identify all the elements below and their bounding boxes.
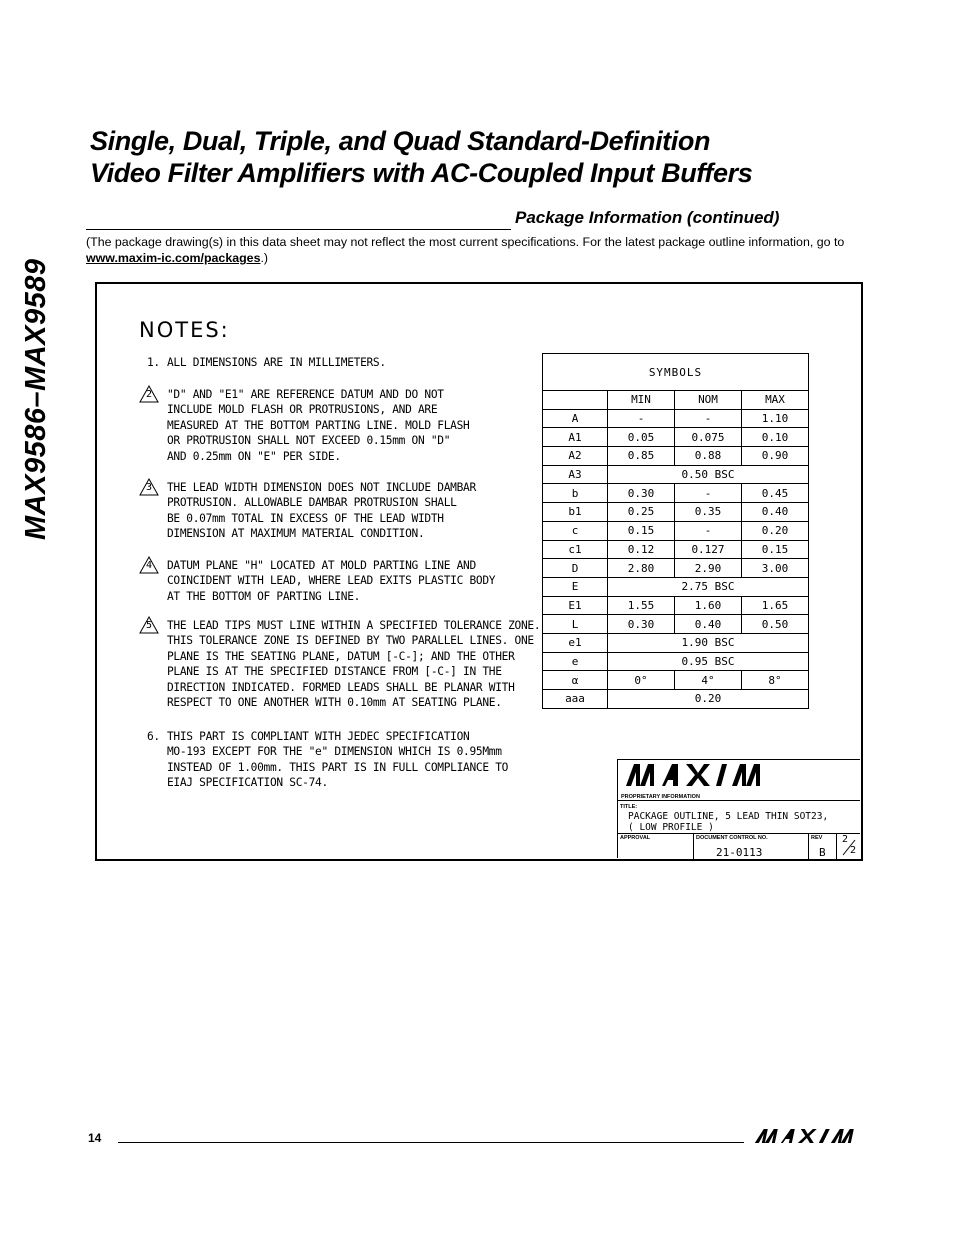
note-line: THIS PART IS COMPLIANT WITH JEDEC SPECIFICATION [167, 730, 470, 743]
rev-label: REV [811, 835, 823, 841]
note-line: PLANE IS THE SEATING PLANE, DATUM [-C-]; AND THE OTHER [167, 649, 515, 663]
note-line: RESPECT TO ONE ANOTHER WITH 0.10mm AT SEATING PLANE. [167, 696, 502, 710]
table-cell: 0.30 [608, 615, 675, 634]
table-row [543, 652, 809, 671]
column-header: MAX [742, 391, 809, 410]
table-cell: 3.00 [742, 559, 809, 578]
intro-text-end: .) [260, 251, 269, 265]
note-6 [147, 729, 509, 791]
table-cell: 0° [608, 671, 675, 690]
table-header: SYMBOLS [543, 354, 809, 391]
note-2 [146, 387, 470, 464]
table-row [543, 559, 809, 578]
table-cell: 1.60 [675, 596, 742, 615]
table-cell: 0.40 [742, 503, 809, 522]
table-cell: 1.10 [742, 409, 809, 428]
table-cell: 0.05 [608, 428, 675, 447]
table-cell: 0.90 [742, 447, 809, 466]
approval-label: APPROVAL [620, 835, 651, 841]
package-title-line: PACKAGE OUTLINE, 5 LEAD THIN SOT23, [628, 811, 829, 822]
table-row [543, 447, 809, 466]
sheet-number: 2 [842, 834, 849, 845]
note-line: DIRECTION INDICATED. FORMED LEADS SHALL BE PLANAR WITH [167, 680, 515, 694]
maxim-logo-icon [754, 1128, 864, 1144]
table-cell: 2.90 [675, 559, 742, 578]
table-cell: 0.50 BSC [608, 465, 809, 484]
table-cell: 0.35 [675, 503, 742, 522]
proprietary-label: PROPRIETARY INFORMATION [621, 794, 700, 800]
table-cell: 0.075 [675, 428, 742, 447]
table-cell: 0.50 [742, 615, 809, 634]
maxim-logo-icon [618, 760, 860, 792]
table-cell: A [543, 409, 608, 428]
table-cell: e1 [543, 633, 608, 652]
table-cell: 0.45 [742, 484, 809, 503]
note-line: AND 0.25mm ON "E" PER SIDE. [167, 449, 341, 463]
triangle-flag-icon [139, 616, 159, 634]
table-row [543, 633, 809, 652]
table-cell: 8° [742, 671, 809, 690]
note-line: THIS TOLERANCE ZONE IS DEFINED BY TWO PARALLEL LINES. ONE [167, 634, 534, 648]
table-cell: 2.75 BSC [608, 577, 809, 596]
intro-text: (The package drawing(s) in this data sheet may not reflect the most current specifications. For the latest package outline information, go to [86, 235, 845, 249]
note-line: PLANE IS AT THE SPECIFIED DISTANCE FROM [-C-] IN THE [167, 665, 502, 679]
footer-maxim-logo [754, 1128, 864, 1144]
table-cell: b1 [543, 503, 608, 522]
table-cell: 0.12 [608, 540, 675, 559]
table-cell: 1.55 [608, 596, 675, 615]
footer-rule [118, 1142, 744, 1143]
note-line: EIAJ SPECIFICATION SC-74. [167, 776, 328, 790]
section-rule [86, 229, 511, 230]
column-header: MIN [608, 391, 675, 410]
note-marker: 5 [146, 620, 152, 631]
sheet-cell [836, 834, 861, 859]
table-cell: D [543, 559, 608, 578]
note-line: THE LEAD WIDTH DIMENSION DOES NOT INCLUDE DAMBAR [167, 481, 476, 494]
table-column-row [543, 391, 809, 410]
table-cell: α [543, 671, 608, 690]
triangle-flag-icon [139, 556, 159, 574]
note-line: DIMENSION AT MAXIMUM MATERIAL CONDITION. [167, 527, 425, 541]
note-line: MEASURED AT THE BOTTOM PARTING LINE. MOLD FLASH [167, 418, 470, 432]
note-marker: 2 [146, 389, 152, 400]
table-row [543, 671, 809, 690]
note-line: DATUM PLANE "H" LOCATED AT MOLD PARTING LINE AND [167, 559, 476, 572]
note-line: INSTEAD OF 1.00mm. THIS PART IS IN FULL COMPLIANCE TO [167, 760, 509, 774]
note-line: PROTRUSION. ALLOWABLE DAMBAR PROTRUSION SHALL [167, 496, 457, 510]
column-header: NOM [675, 391, 742, 410]
title-block [617, 759, 860, 858]
package-drawing [95, 282, 863, 861]
note-marker: 1. [147, 356, 160, 369]
note-1 [147, 355, 386, 370]
table-cell: 0.15 [608, 521, 675, 540]
table-cell: A2 [543, 447, 608, 466]
note-marker: 3 [146, 482, 152, 493]
table-row [543, 465, 809, 484]
table-cell: b [543, 484, 608, 503]
table-cell: 0.85 [608, 447, 675, 466]
rev-cell [808, 834, 837, 859]
table-cell: - [608, 409, 675, 428]
table-row [543, 521, 809, 540]
note-marker: 6. [147, 730, 160, 743]
package-title-line: ( LOW PROFILE ) [628, 822, 714, 833]
note-line: ALL DIMENSIONS ARE IN MILLIMETERS. [167, 356, 386, 369]
triangle-flag-icon [139, 385, 159, 403]
sheet-total: 2 [850, 845, 857, 856]
table-row [543, 596, 809, 615]
table-cell: L [543, 615, 608, 634]
table-cell: A3 [543, 465, 608, 484]
title-line: Video Filter Amplifiers with AC-Coupled Input Buffers [90, 158, 753, 188]
table-cell: 2.80 [608, 559, 675, 578]
note-line: THE LEAD TIPS MUST LINE WITHIN A SPECIFIED TOLERANCE ZONE. [167, 619, 541, 632]
table-row [543, 503, 809, 522]
title-line: Single, Dual, Triple, and Quad Standard-Definition [90, 126, 711, 156]
table-cell: 0.10 [742, 428, 809, 447]
approval-cell [618, 834, 693, 859]
title-block-footer-row [618, 833, 860, 859]
table-cell: 0.30 [608, 484, 675, 503]
table-header-row [543, 354, 809, 391]
note-line: AT THE BOTTOM OF PARTING LINE. [167, 589, 361, 603]
table-cell: A1 [543, 428, 608, 447]
note-line: INCLUDE MOLD FLASH OR PROTRUSIONS, AND ARE [167, 403, 438, 417]
note-line: BE 0.07mm TOTAL IN EXCESS OF THE LEAD WIDTH [167, 511, 444, 525]
note-3 [146, 480, 476, 542]
note-5 [146, 618, 541, 710]
table-cell: 0.20 [608, 690, 809, 709]
table-cell: E1 [543, 596, 608, 615]
note-marker: 4 [146, 560, 152, 571]
note-line: OR PROTRUSION SHALL NOT EXCEED 0.15mm ON "D" [167, 434, 451, 448]
packages-link[interactable]: www.maxim-ic.com/packages [86, 251, 261, 265]
table-row [543, 428, 809, 447]
table-cell: - [675, 521, 742, 540]
table-cell: 0.15 [742, 540, 809, 559]
table-row [543, 540, 809, 559]
table-row [543, 484, 809, 503]
note-line: MO-193 EXCEPT FOR THE "e" DIMENSION WHICH IS 0.95Mmm [167, 745, 502, 759]
page-title [90, 125, 752, 189]
note-line: "D" AND "E1" ARE REFERENCE DATUM AND DO NOT [167, 388, 444, 401]
table-cell: 4° [675, 671, 742, 690]
table-cell: 0.40 [675, 615, 742, 634]
table-cell: 0.88 [675, 447, 742, 466]
note-line: COINCIDENT WITH LEAD, WHERE LEAD EXITS PLASTIC BODY [167, 574, 496, 588]
table-row [543, 577, 809, 596]
doc-control-label: DOCUMENT CONTROL NO. [696, 835, 768, 841]
title-label: TITLE: [620, 804, 638, 810]
page-number: 14 [88, 1131, 102, 1145]
rev-value: B [819, 846, 826, 859]
table-corner [543, 391, 608, 410]
table-cell: e [543, 652, 608, 671]
table-row [543, 615, 809, 634]
table-row [543, 409, 809, 428]
table-cell: - [675, 409, 742, 428]
table-cell: 0.25 [608, 503, 675, 522]
table-row [543, 690, 809, 709]
table-cell: 0.95 BSC [608, 652, 809, 671]
triangle-flag-icon [139, 478, 159, 496]
notes-title: NOTES: [139, 318, 230, 342]
table-cell: - [675, 484, 742, 503]
table-cell: 0.20 [742, 521, 809, 540]
doc-control-number: 21-0113 [716, 846, 763, 859]
table-cell: aaa [543, 690, 608, 709]
table-cell: E [543, 577, 608, 596]
package-title [628, 811, 828, 833]
table-cell: c1 [543, 540, 608, 559]
note-4 [146, 558, 496, 604]
table-cell: c [543, 521, 608, 540]
section-heading: Package Information (continued) [515, 208, 780, 227]
table-cell: 1.90 BSC [608, 633, 809, 652]
dimension-table [542, 353, 809, 709]
table-cell: 1.65 [742, 596, 809, 615]
intro-paragraph [86, 234, 876, 266]
doc-control-cell [693, 834, 809, 859]
side-part-number: MAX9586–MAX9589 [20, 258, 52, 540]
table-cell: 0.127 [675, 540, 742, 559]
